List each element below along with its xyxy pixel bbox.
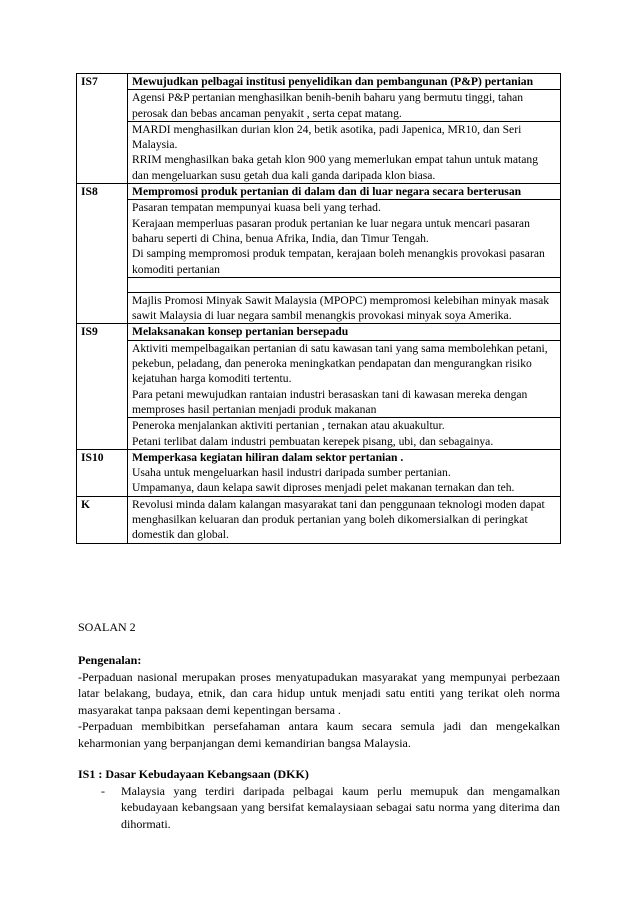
table-row bbox=[77, 418, 561, 450]
row-code-cell: IS9 bbox=[77, 324, 128, 449]
cell-text: Aktiviti mempelbagaikan pertanian di satu kawasan tani yang sama membolehkan petani, pekebun, peladang, dan peneroka meningkatkan pendapatan dan mengurangkan risiko kejatuhan harga komoditi tertentu. bbox=[132, 341, 548, 386]
is1-section bbox=[78, 766, 560, 832]
pengenalan-heading: Pengenalan: bbox=[78, 653, 142, 667]
row-content-cell bbox=[128, 449, 561, 496]
cell-text: Para petani mewujudkan rantaian industri berasaskan tani di kawasan mereka dengan memproses hasil pertanian menjadi produk makanan bbox=[132, 387, 528, 416]
row-code-cell: IS8 bbox=[77, 184, 128, 324]
row-content-cell bbox=[128, 277, 561, 292]
cell-text: Memperkasa kegiatan hiliran dalam sektor pertanian . bbox=[132, 450, 404, 464]
soalan-heading: SOALAN 2 bbox=[78, 620, 136, 634]
table-row bbox=[77, 292, 561, 324]
pengenalan-section bbox=[78, 652, 560, 751]
cell-text: Kerajaan memperluas pasaran produk pertanian ke luar negara untuk mencari pasaran baharu seperti di China, benua Afrika, India, dan Timur Tengah. bbox=[132, 216, 530, 245]
row-code-cell: IS7 bbox=[77, 74, 128, 184]
dash-bullet: - bbox=[101, 783, 105, 798]
row-content-cell bbox=[128, 184, 561, 200]
row-code-cell: IS10 bbox=[77, 449, 128, 496]
row-content-cell bbox=[128, 340, 561, 417]
row-content-cell bbox=[128, 324, 561, 340]
table-row bbox=[77, 340, 561, 417]
cell-text: Peneroka menjalankan aktiviti pertanian , ternakan atau akuakultur. bbox=[132, 419, 445, 433]
row-content-cell bbox=[128, 496, 561, 543]
cell-text: Pasaran tempatan mempunyai kuasa beli yang terhad. bbox=[132, 201, 381, 215]
pengenalan-paragraph-1: -Perpaduan nasional merupakan proses menyatupadukan masyarakat yang mempunyai perbezaan latar belakang, budaya, etnik, dan cara hidup untuk menjadi satu entiti yang terikat oleh norma masyarakat tanpa paksaan demi kepentingan bersama . bbox=[78, 669, 560, 717]
table-row bbox=[77, 184, 561, 200]
row-content-cell bbox=[128, 418, 561, 450]
cell-text: Agensi P&P pertanian menghasilkan benih-benih baharu yang bermutu tinggi, tahan perosak dan bebas ancaman penyakit , serta cepat matang. bbox=[132, 91, 524, 120]
cell-text: Revolusi minda dalam kalangan masyarakat tani dan penggunaan teknologi moden dapat menghasilkan keluaran dan produk pertanian yang boleh dikomersialkan di peringkat domestik dan global. bbox=[132, 497, 545, 542]
points-table bbox=[76, 73, 561, 544]
table-row bbox=[77, 121, 561, 183]
row-code-cell: K bbox=[77, 496, 128, 543]
cell-text: Usaha untuk mengeluarkan hasil industri daripada sumber pertanian. bbox=[132, 466, 451, 480]
cell-text: RRIM menghasilkan baka getah klon 900 yang memerlukan empat tahun untuk matang dan mengeluarkan susu getah dua kali ganda daripada klon biasa. bbox=[132, 153, 539, 182]
table-row bbox=[77, 90, 561, 122]
cell-text: Di samping mempromosi produk tempatan, kerajaan boleh menangkis provokasi pasaran komoditi pertanian bbox=[132, 247, 545, 276]
is1-bullet-item bbox=[78, 783, 560, 833]
table-row bbox=[77, 449, 561, 496]
cell-text: MARDI menghasilkan durian klon 24, betik asotika, padi Japenica, MR10, dan Seri Malaysia. bbox=[132, 122, 522, 152]
row-content-cell bbox=[128, 200, 561, 277]
row-content-cell bbox=[128, 74, 561, 90]
cell-text: Umpamanya, daun kelapa sawit diproses menjadi pelet makanan ternakan dan teh. bbox=[132, 481, 515, 495]
table-row bbox=[77, 324, 561, 340]
table-row bbox=[77, 200, 561, 277]
cell-text: Petani terlibat dalam industri pembuatan kerepek pisang, ubi, dan sebagainya. bbox=[132, 434, 494, 448]
cell-text: Majlis Promosi Minyak Sawit Malaysia (MPOPC) mempromosi kelebihan minyak masak sawit Malaysia di luar negara sambil menangkis provokasi minyak soya Amerika. bbox=[132, 293, 550, 323]
row-content-cell bbox=[128, 292, 561, 324]
row-content-cell bbox=[128, 121, 561, 183]
cell-text: Mempromosi produk pertanian di dalam dan di luar negara secara berterusan bbox=[132, 185, 522, 199]
cell-text: Melaksanakan konsep pertanian bersepadu bbox=[132, 325, 349, 339]
pengenalan-paragraph-2: -Perpaduan membibitkan persefahaman antara kaum secara semula jadi dan mengekalkan keharmonian yang berpanjangan demi kemandirian bangsa Malaysia. bbox=[78, 719, 560, 750]
table-row bbox=[77, 74, 561, 90]
row-content-cell bbox=[128, 90, 561, 122]
cell-text: Mewujudkan pelbagai institusi penyelidikan dan pembangunan (P&P) pertanian bbox=[132, 75, 534, 88]
is1-heading: IS1 : Dasar Kebudayaan Kebangsaan (DKK) bbox=[78, 767, 309, 781]
table-row bbox=[77, 277, 561, 292]
is1-bullet-list bbox=[78, 783, 560, 833]
is1-bullet-text: Malaysia yang terdiri daripada pelbagai kaum perlu memupuk dan mengamalkan kebudayaan kebangsaan yang bersifat kemalaysiaan sebagai satu norma yang diterima dan dihormati. bbox=[121, 783, 560, 831]
table-row bbox=[77, 496, 561, 543]
